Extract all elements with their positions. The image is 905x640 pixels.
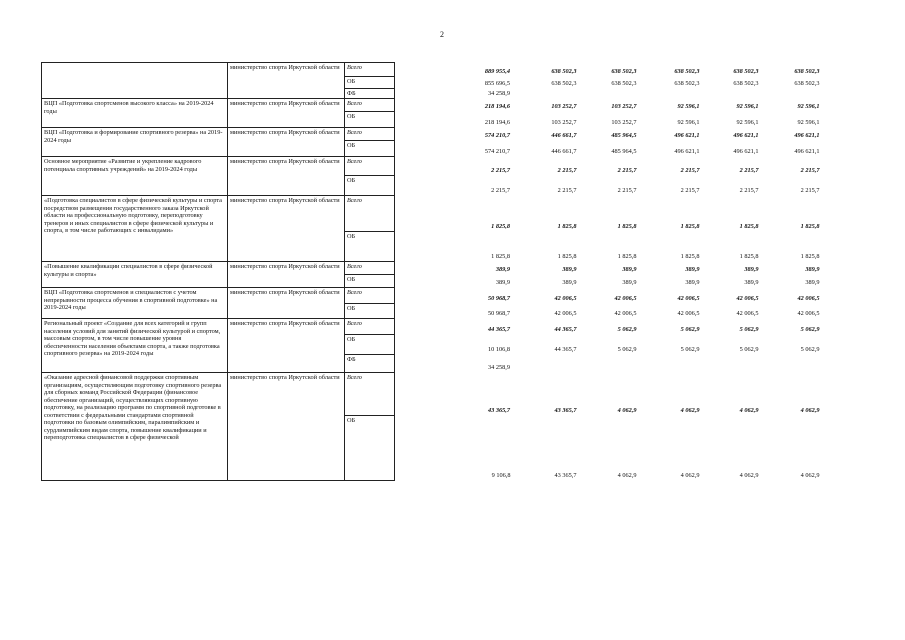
value-cell: 1 825,8 xyxy=(680,222,700,230)
responsible-executor: министерство спорта Иркутской области xyxy=(228,319,345,373)
value-cell: 1 825,8 xyxy=(491,252,510,260)
value-cell: 389,9 xyxy=(495,265,510,273)
funding-source: ФБ xyxy=(345,355,395,373)
value-cell: 638 502,3 xyxy=(733,67,759,75)
value-cell: 9 106,8 xyxy=(491,471,511,479)
value-cell xyxy=(513,89,579,99)
funding-source: ОБ xyxy=(345,77,395,89)
table-row xyxy=(42,373,822,416)
responsible-executor: министерство спорта Иркутской области xyxy=(228,373,345,481)
value-cell: 43 365,7 xyxy=(554,406,577,414)
funding-source: Всего xyxy=(345,63,395,77)
value-cell: 485 964,5 xyxy=(611,131,637,139)
value-cell: 44 365,7 xyxy=(554,325,577,333)
value-cell xyxy=(761,355,822,373)
funding-source: Всего xyxy=(345,196,395,232)
funding-source: ОБ xyxy=(345,112,395,128)
value-cell: 638 502,3 xyxy=(611,67,637,75)
value-cell: 4 062,9 xyxy=(739,471,759,479)
value-cell: 446 661,7 xyxy=(551,131,577,139)
value-cell: 2 215,7 xyxy=(680,166,700,174)
table-row xyxy=(42,157,822,176)
value-cell: 1 825,8 xyxy=(557,222,577,230)
value-cell: 1 825,8 xyxy=(680,252,700,260)
value-cell: 485 964,5 xyxy=(611,147,637,155)
value-cell: 389,9 xyxy=(495,278,510,286)
value-cell: 92 596,1 xyxy=(797,102,820,110)
funding-source: ОБ xyxy=(345,232,395,262)
value-cell: 389,9 xyxy=(685,278,700,286)
funding-source: Всего xyxy=(345,373,395,416)
value-cell: 34 258,9 xyxy=(487,363,510,371)
program-name: «Подготовка специалистов в сфере физической культуры и спорта посредством размещения государственного заказа Иркутской области на профессиональную подготовку, переподготовку тренеров и иных специалистов в сфере физической культуры и спорта, в том числе работающих с инвалидами» xyxy=(42,196,228,262)
value-cell: 496 621,1 xyxy=(674,131,700,139)
value-cell: 1 825,8 xyxy=(617,252,637,260)
funding-source: Всего xyxy=(345,157,395,176)
funding-source: ОБ xyxy=(345,275,395,288)
value-cell: 2 215,7 xyxy=(739,166,759,174)
program-name: «Повышение квалификации специалистов в сфере физической культуры и спорта» xyxy=(42,262,228,288)
value-cell: 2 215,7 xyxy=(557,186,577,194)
value-cell: 103 252,7 xyxy=(551,118,577,126)
value-cell: 389,9 xyxy=(805,278,820,286)
table-row xyxy=(42,99,822,112)
value-cell: 103 252,7 xyxy=(611,102,637,110)
value-cell: 92 596,1 xyxy=(677,118,700,126)
value-cell: 638 502,3 xyxy=(674,67,700,75)
value-cell: 389,9 xyxy=(562,265,577,273)
value-cell: 92 596,1 xyxy=(736,102,759,110)
value-cell: 218 194,6 xyxy=(484,102,510,110)
table-row xyxy=(42,288,822,304)
value-cell: 1 825,8 xyxy=(491,222,510,230)
value-cell: 389,9 xyxy=(805,265,820,273)
program-name: «Оказание адресной финансовой поддержки спортивным организациям, осуществляющим подготовку спортивного резерва для сборных команд Российской Федерации (финансовое обеспечение организаций, осуществляющих спортивную подготовку, на реализацию программ по спортивной подготовке в соответствии с федеральными стандартами спортивной подготовки по базовым олимпийским, паралимпийским и сурдлимпийским видам спорта, повышение квалификации и переподготовка специалистов в сфере физической xyxy=(42,373,228,481)
funding-source: Всего xyxy=(345,128,395,141)
value-cell: 4 062,9 xyxy=(680,471,700,479)
value-cell: 42 006,5 xyxy=(614,309,637,317)
funding-source: Всего xyxy=(345,99,395,112)
program-name: ВЦП «Подготовка спортсменов и специалистов с учетом непрерывности процесса обучения в спортивной подготовке» на 2019-2024 годы xyxy=(42,288,228,319)
value-cell: 2 215,7 xyxy=(617,186,637,194)
value-cell: 44 365,7 xyxy=(487,325,510,333)
funding-source: ОБ xyxy=(345,335,395,355)
value-cell: 889 955,4 xyxy=(484,67,510,75)
value-cell: 42 006,5 xyxy=(736,294,759,302)
value-cell: 5 062,9 xyxy=(800,325,820,333)
value-cell: 4 062,9 xyxy=(680,406,700,414)
value-cell: 389,9 xyxy=(744,278,759,286)
value-cell: 638 502,3 xyxy=(794,79,820,87)
budget-table xyxy=(41,62,822,481)
funding-source: ОБ xyxy=(345,416,395,481)
value-cell: 1 825,8 xyxy=(739,222,759,230)
value-cell: 42 006,5 xyxy=(797,309,820,317)
value-cell: 5 062,9 xyxy=(617,325,637,333)
table-row xyxy=(42,319,822,335)
responsible-executor: министерство спорта Иркутской области xyxy=(228,262,345,288)
value-cell xyxy=(702,355,761,373)
value-cell: 638 502,3 xyxy=(551,79,577,87)
value-cell: 446 661,7 xyxy=(551,147,577,155)
value-cell: 1 825,8 xyxy=(739,252,759,260)
value-cell: 496 621,1 xyxy=(674,147,700,155)
value-cell: 574 210,7 xyxy=(484,131,510,139)
value-cell: 638 502,3 xyxy=(794,67,820,75)
value-cell xyxy=(639,355,702,373)
value-cell: 496 621,1 xyxy=(733,131,759,139)
value-cell: 42 006,5 xyxy=(797,294,820,302)
value-cell xyxy=(639,89,702,99)
funding-source: ОБ xyxy=(345,141,395,157)
responsible-executor: министерство спорта Иркутской области xyxy=(228,99,345,128)
value-cell: 103 252,7 xyxy=(611,118,637,126)
responsible-executor: министерство спорта Иркутской области xyxy=(228,157,345,196)
value-cell: 42 006,5 xyxy=(736,309,759,317)
funding-source: ОБ xyxy=(345,304,395,319)
value-cell: 50 968,7 xyxy=(487,294,510,302)
value-cell: 43 365,7 xyxy=(487,406,510,414)
value-cell: 5 062,9 xyxy=(680,345,700,353)
value-cell: 5 062,9 xyxy=(739,325,759,333)
value-cell: 1 825,8 xyxy=(617,222,637,230)
value-cell: 2 215,7 xyxy=(739,186,759,194)
table-row xyxy=(42,196,822,232)
responsible-executor: министерство спорта Иркутской области xyxy=(228,63,345,99)
value-cell: 389,9 xyxy=(622,278,637,286)
value-cell: 496 621,1 xyxy=(794,131,820,139)
program-name: Региональный проект «Создание для всех категорий и групп населения условий для занятий физической культурой и спортом, массовым спортом, в том числе повышение уровня обеспеченности населения объектами спорта, а также подготовка спортивного резерва» на 2019-2024 годы xyxy=(42,319,228,373)
value-cell: 638 502,3 xyxy=(611,79,637,87)
value-cell: 92 596,1 xyxy=(797,118,820,126)
value-cell xyxy=(761,89,822,99)
value-cell: 42 006,5 xyxy=(677,309,700,317)
value-cell: 5 062,9 xyxy=(680,325,700,333)
value-cell: 103 252,7 xyxy=(551,102,577,110)
value-cell: 42 006,5 xyxy=(677,294,700,302)
value-cell: 2 215,7 xyxy=(491,186,510,194)
value-cell: 10 106,8 xyxy=(487,345,510,353)
value-cell: 855 696,5 xyxy=(484,79,510,87)
value-cell: 2 215,7 xyxy=(491,166,510,174)
responsible-executor: министерство спорта Иркутской области xyxy=(228,196,345,262)
responsible-executor: министерство спорта Иркутской области xyxy=(228,128,345,157)
program-name xyxy=(42,63,228,99)
value-cell: 4 062,9 xyxy=(739,406,759,414)
value-cell: 4 062,9 xyxy=(617,471,637,479)
value-cell: 638 502,3 xyxy=(551,67,577,75)
program-name: ВЦП «Подготовка спортсменов высокого класса» на 2019-2024 годы xyxy=(42,99,228,128)
value-cell: 42 006,5 xyxy=(614,294,637,302)
value-cell: 4 062,9 xyxy=(800,471,820,479)
funding-source: Всего xyxy=(345,262,395,275)
value-cell: 5 062,9 xyxy=(800,345,820,353)
value-cell: 389,9 xyxy=(685,265,700,273)
value-cell: 638 502,3 xyxy=(733,79,759,87)
value-cell xyxy=(579,355,639,373)
value-cell: 44 365,7 xyxy=(554,345,577,353)
table-row xyxy=(42,128,822,141)
value-cell: 2 215,7 xyxy=(557,166,577,174)
value-cell: 1 825,8 xyxy=(800,222,820,230)
value-cell: 1 825,8 xyxy=(557,252,577,260)
table-row xyxy=(42,63,822,77)
value-cell: 2 215,7 xyxy=(617,166,637,174)
program-name: ВЦП «Подготовка и формирование спортивного резерва» на 2019-2024 годы xyxy=(42,128,228,157)
value-cell: 638 502,3 xyxy=(674,79,700,87)
funding-source: ФБ xyxy=(345,89,395,99)
funding-source: ОБ xyxy=(345,176,395,196)
table-row xyxy=(42,262,822,275)
value-cell: 50 968,7 xyxy=(487,309,510,317)
value-cell: 389,9 xyxy=(744,265,759,273)
value-cell: 34 258,9 xyxy=(487,89,510,97)
value-cell: 496 621,1 xyxy=(794,147,820,155)
responsible-executor: министерство спорта Иркутской области xyxy=(228,288,345,319)
value-cell: 574 210,7 xyxy=(484,147,510,155)
value-cell: 5 062,9 xyxy=(617,345,637,353)
value-cell: 2 215,7 xyxy=(800,186,820,194)
value-cell: 389,9 xyxy=(562,278,577,286)
page-number: 2 xyxy=(440,30,444,39)
value-cell: 92 596,1 xyxy=(677,102,700,110)
value-cell: 389,9 xyxy=(622,265,637,273)
value-cell: 4 062,9 xyxy=(800,406,820,414)
value-cell xyxy=(702,89,761,99)
value-cell: 42 006,5 xyxy=(554,309,577,317)
value-cell xyxy=(513,355,579,373)
value-cell xyxy=(579,89,639,99)
value-cell: 92 596,1 xyxy=(736,118,759,126)
value-cell: 5 062,9 xyxy=(739,345,759,353)
value-cell: 43 365,7 xyxy=(554,471,577,479)
funding-source: Всего xyxy=(345,319,395,335)
value-cell: 2 215,7 xyxy=(680,186,700,194)
program-name: Основное мероприятие «Развитие и укрепление кадрового потенциала спортивных учреждений» на 2019-2024 годы xyxy=(42,157,228,196)
value-cell: 1 825,8 xyxy=(800,252,820,260)
funding-source: Всего xyxy=(345,288,395,304)
value-cell: 218 194,6 xyxy=(484,118,510,126)
value-cell: 42 006,5 xyxy=(554,294,577,302)
value-cell: 4 062,9 xyxy=(617,406,637,414)
value-cell: 2 215,7 xyxy=(800,166,820,174)
value-cell: 496 621,1 xyxy=(733,147,759,155)
